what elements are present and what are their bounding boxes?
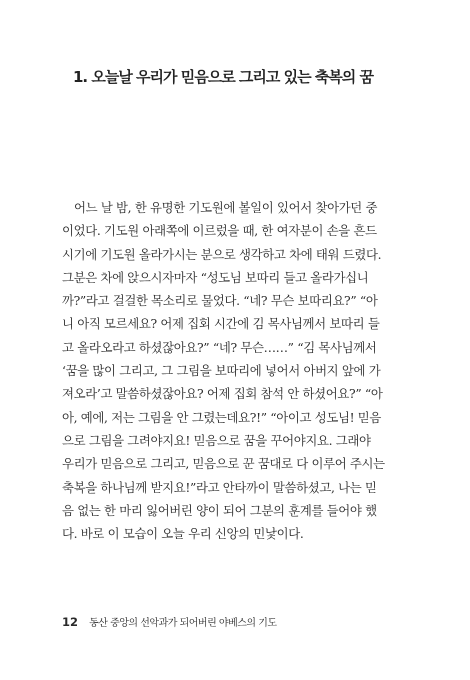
page-footer (62, 611, 277, 630)
body-line: 다. 바로 이 모습이 오늘 우리 신앙의 민낯이다. (62, 526, 304, 542)
body-line: 시기에 기도원 올라가시는 분으로 생각하고 차에 태워 드렸다. (62, 246, 382, 262)
chapter-title: 1. 오늘날 우리가 믿음으로 그리고 있는 축복의 꿈 (73, 68, 374, 86)
body-line: 이었다. 기도원 아래쪽에 이르렀을 때, 한 여자분이 손을 흔드 (62, 223, 377, 239)
body-line: 고 올라오라고 하셨잖아요?” “네? 무슨……” “김 목사님께서 (62, 339, 377, 355)
body-line: 니 아직 모르세요? 어제 집회 시간에 김 목사님께서 보따리 들 (62, 316, 380, 332)
body-text (62, 196, 407, 545)
body-line: 어느 날 밤, 한 유명한 기도원에 볼일이 있어서 찾아가던 중 (74, 200, 378, 215)
body-line: 그분은 차에 앉으시자마자 “성도님 보따리 들고 올라가십니 (62, 269, 369, 285)
body-line: 져오라’고 말씀하셨잖아요? 어제 집회 참석 안 하셨어요?” “아 (62, 386, 383, 402)
running-book-title: 동산 중앙의 선악과가 되어버린 야베스의 기도 (89, 618, 277, 629)
body-line: 까?”라고 걸걸한 목소리로 물었다. “네? 무슨 보따리요?” “아 (62, 293, 378, 309)
page-number: 12 (62, 615, 79, 629)
body-line: 축복을 하나님께 받지요!”라고 안타까이 말씀하셨고, 나는 믿 (62, 479, 377, 495)
body-line: 아, 예에, 저는 그림을 안 그렸는데요?!” “아이고 성도님! 믿음 (62, 409, 382, 425)
body-line: 우리가 믿음으로 그리고, 믿음으로 꾼 꿈대로 다 이루어 주시는 (62, 456, 385, 472)
body-line: 음 없는 한 마리 잃어버린 양이 되어 그분의 훈계를 들어야 했 (62, 502, 377, 518)
body-line: ‘꿈을 많이 그리고, 그 그림을 보따리에 넣어서 아버지 앞에 가 (62, 363, 381, 379)
body-line: 으로 그림을 그려야지요! 믿음으로 꿈을 꾸어야지요. 그래야 (62, 432, 371, 448)
